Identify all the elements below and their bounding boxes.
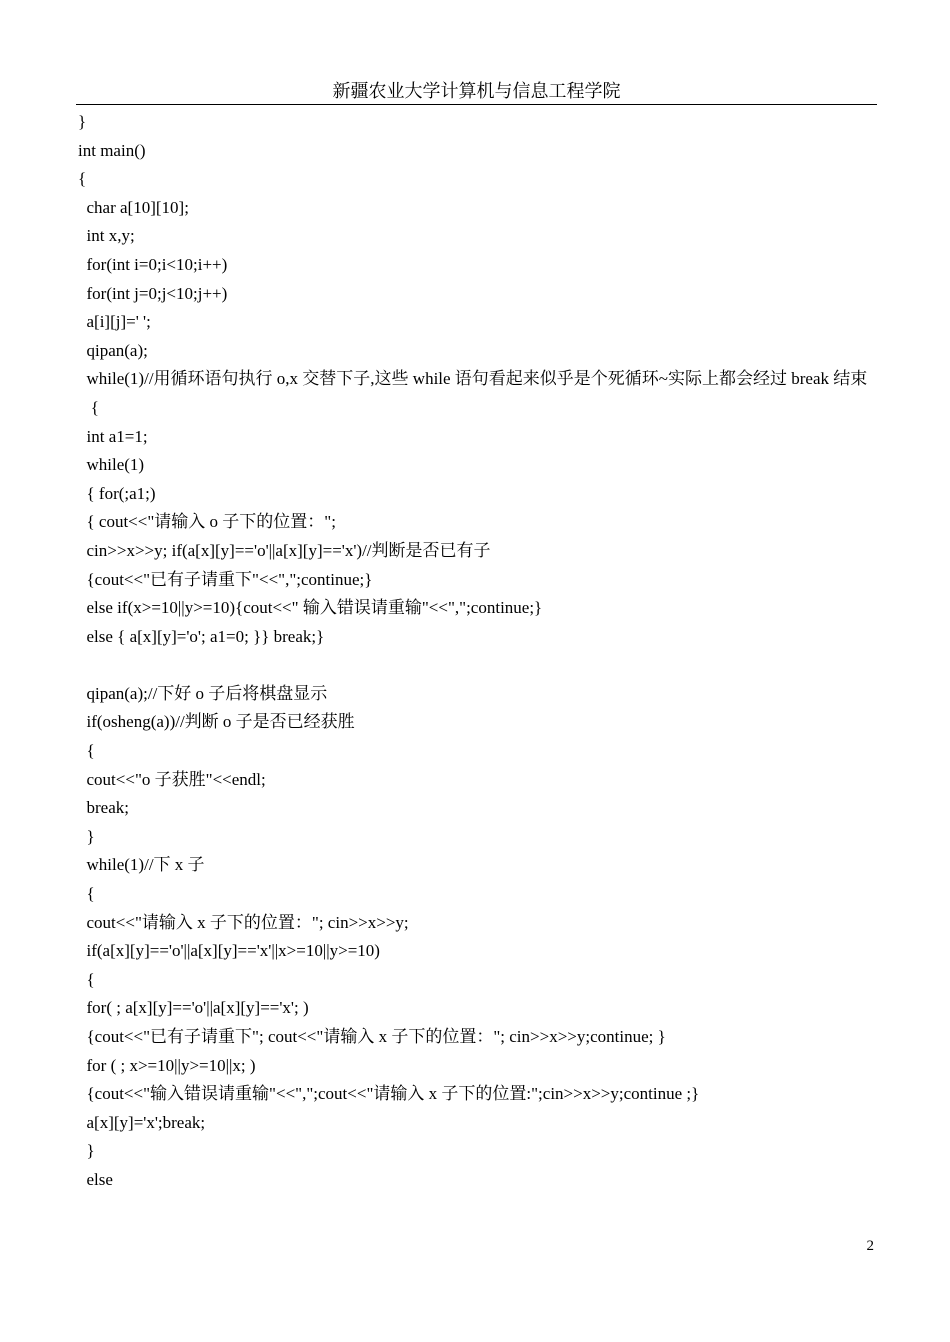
code-line: if(osheng(a))//判断 o 子是否已经获胜 [78,712,355,732]
code-line: cin>>x>>y; if(a[x][y]=='o'||a[x][y]=='x')//判断是否已有子 [78,540,491,560]
code-line: { [78,884,95,904]
code-line: a[i][j]=' '; [78,312,151,332]
code-line: for ( ; x>=10||y>=10||x; ) [78,1055,256,1075]
code-line: } [78,112,87,131]
code-line: for(int i=0;i<10;i++) [78,254,228,274]
code-line: if(a[x][y]=='o'||a[x][y]=='x'||x>=10||y>=10) [78,941,380,961]
code-line: else [78,1169,113,1189]
code-line: while(1) [78,455,145,475]
code-line: while(1)//用循环语句执行 o,x 交替下子,这些 while 语句看起来似乎是个死循环~实际上都会经过 break 结束 [78,369,868,389]
code-line: { for(;a1;) [78,483,156,503]
code-line: qipan(a); [78,340,148,360]
code-line: int main() [78,140,146,160]
code-line: else { a[x][y]='o'; a1=0; }} break;} [78,626,325,646]
page-number: 2 [866,1238,874,1254]
code-line: while(1)//下 x 子 [78,855,205,875]
code-line: { [78,397,99,417]
code-line: else if(x>=10||y>=10){cout<<" 输入错误请重输"<<",";continue;} [78,598,543,618]
code-line: for(int j=0;j<10;j++) [78,283,228,303]
code-line: { [78,969,95,989]
code-line: { [78,741,95,761]
code-line: for( ; a[x][y]=='o'||a[x][y]=='x'; ) [78,998,309,1018]
code-line: int a1=1; [78,426,148,446]
code-line: {cout<<"已有子请重下"<<",";continue;} [78,569,373,589]
code-line: break; [78,798,129,818]
code-line: qipan(a);//下好 o 子后将棋盘显示 [78,683,328,703]
header-divider [76,104,877,105]
code-line: {cout<<"已有子请重下"; cout<<"请输入 x 子下的位置："; cin>>x>>y;continue; } [78,1027,666,1046]
code-line: { cout<<"请输入 o 子下的位置："; [78,512,336,532]
code-line: cout<<"o 子获胜"<<endl; [78,769,266,789]
code-listing [78,108,878,1195]
code-line: cout<<"请输入 x 子下的位置："; cin>>x>>y; [78,912,409,932]
code-line [78,651,878,680]
page-header-title: 新疆农业大学计算机与信息工程学院 [332,81,621,101]
code-line: {cout<<"输入错误请重输"<<",";cout<<"请输入 x 子下的位置:";cin>>x>>y;continue ;} [78,1084,700,1104]
code-line: int x,y; [78,226,135,246]
code-line: } [78,1141,95,1161]
code-line: char a[10][10]; [78,197,189,217]
code-line: { [78,169,87,189]
code-line: a[x][y]='x';break; [78,1112,206,1132]
code-line: } [78,826,95,846]
